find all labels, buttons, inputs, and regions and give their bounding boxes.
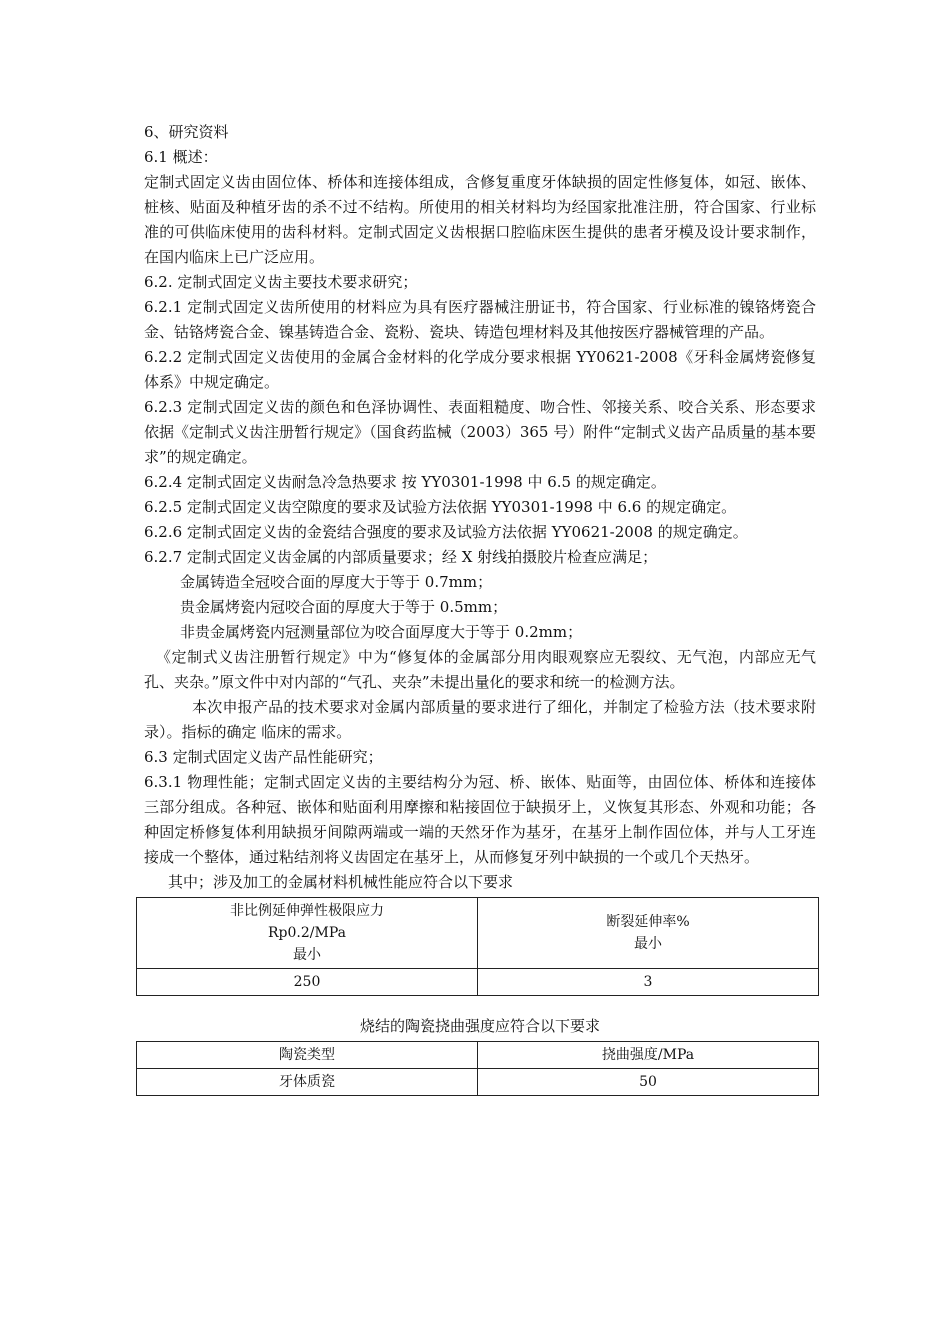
- header-line: 断裂延伸率%: [606, 914, 690, 930]
- header-line: Rp0.2/MPa: [268, 925, 346, 941]
- regulation-quote: 《定制式义齿注册暂行规定》中为“修复体的金属部分用肉眼观察应无裂纹、无气泡，内部应无气孔、夹杂。”原文件中对内部的“气孔、夹杂”未提出量化的要求和统一的检测方法。: [144, 648, 816, 691]
- table2-caption: 烧结的陶瓷挠曲强度应符合以下要求: [359, 1017, 600, 1035]
- requirement-item: 贵金属烤瓷内冠咬合面的厚度大于等于 0.5mm；: [180, 598, 508, 616]
- table-header-cell: [478, 898, 819, 969]
- section-6-3-title: 6.3 定制式固定义齿产品性能研究；: [144, 748, 383, 766]
- requirement-item: 金属铸造全冠咬合面的厚度大于等于 0.7mm；: [180, 573, 493, 591]
- header-line: 最小: [293, 947, 321, 963]
- requirement-item: 非贵金属烤瓷内冠测量部位为咬合面厚度大于等于 0.2mm；: [180, 623, 583, 641]
- section-6-3-1: 6.3.1 物理性能；定制式固定义齿的主要结构分为冠、桥、嵌体、贴面等，由固位体、桥体和连接体三部分组成。各种冠、嵌体和贴面利用摩擦和粘接固位于缺损牙上，义恢复其形态、外观和功能；各种固定桥修复体利用缺损牙间隙两端或一端的天然牙作为基牙，在基牙上制作固位体，并与人工牙连接成一个整体，通过粘结剂将义齿固定在基牙上，从而修复牙列中缺损的一个或几个天热牙。: [144, 773, 816, 866]
- refinement-paragraph: 本次申报产品的技术要求对金属内部质量的要求进行了细化，并制定了检验方法（技术要求附录）。指标的确定 临床的需求。: [144, 698, 816, 741]
- section-6-2-3: 6.2.3 定制式固定义齿的颜色和色泽协调性、表面粗糙度、吻合性、邻接关系、咬合关系、形态要求依据《定制式义齿注册暂行规定》（国食药监械（2003）365 号）附件“定制式义齿产品质量的基本要求”的规定确定。: [144, 398, 816, 466]
- ceramic-strength-table: [136, 1041, 819, 1096]
- header-line: 最小: [634, 936, 662, 952]
- section-6-2-1: 6.2.1 定制式固定义齿所使用的材料应为具有医疗器械注册证书，符合国家、行业标准的镍铬烤瓷合金、钴铬烤瓷合金、镍基铸造合金、瓷粉、瓷块、铸造包埋材料及其他按医疗器械管理的产品。: [144, 298, 816, 341]
- document-page: [144, 120, 816, 1096]
- table-cell: 250: [137, 969, 478, 996]
- table-header-row: [137, 1042, 819, 1069]
- table-header-cell: 挠曲强度/MPa: [478, 1042, 819, 1069]
- section-6-2-title: 6.2. 定制式固定义齿主要技术要求研究；: [144, 273, 418, 291]
- section-6-2-7: 6.2.7 定制式固定义齿金属的内部质量要求；经 X 射线拍摄胶片检查应满足；: [144, 548, 658, 566]
- section-6-1-title: 6.1 概述：: [144, 148, 218, 166]
- table-cell: 3: [478, 969, 819, 996]
- table-header-cell: [137, 898, 478, 969]
- table-cell: 50: [478, 1069, 819, 1096]
- table-row: [137, 969, 819, 996]
- metal-properties-table: [136, 897, 819, 996]
- section-6-2-4: 6.2.4 定制式固定义齿耐急冷急热要求 按 YY0301-1998 中 6.5 的规定确定。: [144, 473, 666, 491]
- section-6-2-5: 6.2.5 定制式固定义齿空隙度的要求及试验方法依据 YY0301-1998 中 6.6 的规定确定。: [144, 498, 737, 516]
- table-header-cell: 陶瓷类型: [137, 1042, 478, 1069]
- table-row: [137, 1069, 819, 1096]
- header-line: 非比例延伸弹性极限应力: [230, 903, 384, 919]
- table-cell: 牙体质瓷: [137, 1069, 478, 1096]
- table-header-row: [137, 898, 819, 969]
- section-6-2-2: 6.2.2 定制式固定义齿使用的金属合金材料的化学成分要求根据 YY0621-2008《牙科金属烤瓷修复体系》中规定确定。: [144, 348, 816, 391]
- table1-intro: 其中；涉及加工的金属材料机械性能应符合以下要求: [168, 873, 514, 891]
- section-heading: 6、研究资料: [144, 123, 229, 141]
- section-6-1-body: 定制式固定义齿由固位体、桥体和连接体组成，含修复重度牙体缺损的固定性修复体，如冠、嵌体、桩核、贴面及种植牙齿的杀不过不结构。所使用的相关材料均为经国家批准注册，符合国家、行业标准的可供临床使用的齿科材料。定制式固定义齿根据口腔临床医生提供的患者牙模及设计要求制作，在国内临床上已广泛应用。: [144, 173, 816, 266]
- section-6-2-6: 6.2.6 定制式固定义齿的金瓷结合强度的要求及试验方法依据 YY0621-2008 的规定确定。: [144, 523, 748, 541]
